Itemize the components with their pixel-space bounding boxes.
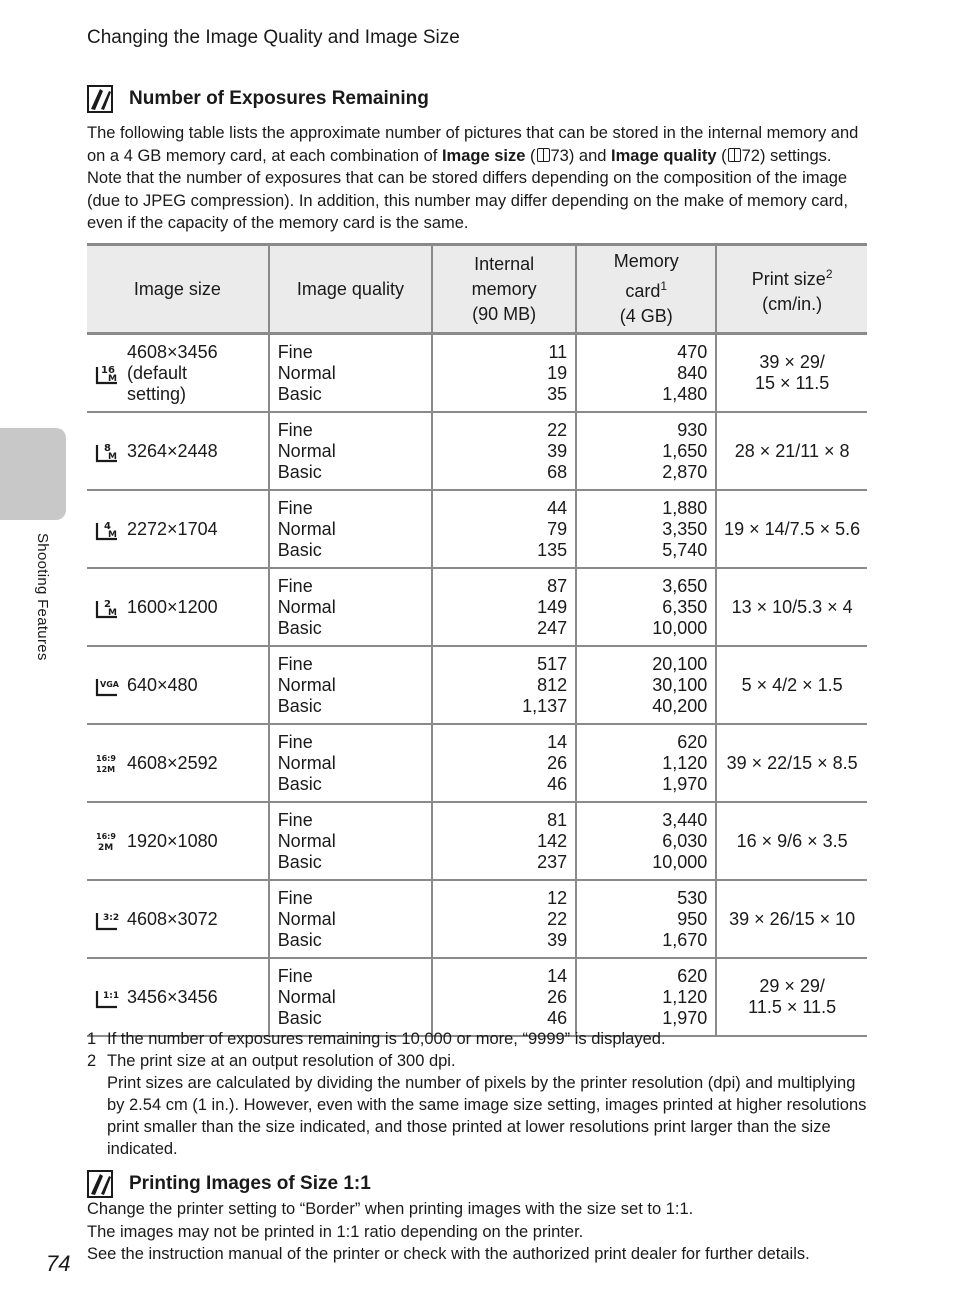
image-quality-cell: Fine Normal Basic	[269, 958, 432, 1036]
table-row	[87, 880, 867, 958]
image-size-label: 4608×2592	[127, 752, 218, 773]
image-quality-cell: Fine Normal Basic	[269, 724, 432, 802]
image-quality-cell: Fine Normal Basic	[269, 412, 432, 490]
image-size-label: 1600×1200	[127, 596, 218, 617]
image-quality-term: Image quality	[611, 146, 717, 165]
image-size-cell	[87, 490, 269, 568]
image-size-32-icon	[95, 907, 119, 931]
exposures-table	[87, 243, 867, 1037]
svg-text:12M: 12M	[96, 765, 116, 774]
image-size-169-12m-icon	[95, 751, 119, 775]
footnote-1: 1 If the number of exposures remaining is 10,000 or more, “9999” is displayed.	[87, 1030, 666, 1048]
image-quality-cell: Fine Normal Basic	[269, 490, 432, 568]
image-quality-cell: Fine Normal Basic	[269, 646, 432, 724]
image-size-label: 4608×3456 (default setting)	[127, 341, 218, 404]
internal-memory-cell: 14 26 46	[432, 958, 576, 1036]
image-size-2m-icon	[95, 595, 119, 619]
image-size-cell	[87, 958, 269, 1036]
svg-text:8: 8	[104, 443, 111, 454]
header-image-size: Image size	[87, 245, 269, 334]
table-row	[87, 412, 867, 490]
image-size-label: 3456×3456	[127, 986, 218, 1007]
pencil-note-icon	[87, 1170, 113, 1198]
section-label: Shooting Features	[34, 533, 51, 661]
svg-text:16:9: 16:9	[96, 754, 116, 763]
image-size-vga-icon	[95, 673, 119, 697]
image-size-cell	[87, 334, 269, 413]
print-size-cell: 19 × 14/7.5 × 5.6	[716, 490, 867, 568]
table-header-row	[87, 245, 867, 334]
image-size-16m-icon	[95, 361, 119, 385]
image-quality-cell: Fine Normal Basic	[269, 880, 432, 958]
page-header: Changing the Image Quality and Image Size	[87, 27, 460, 48]
print-size-cell: 16 × 9/6 × 3.5	[716, 802, 867, 880]
image-size-label: 4608×3072	[127, 908, 218, 929]
image-size-cell	[87, 724, 269, 802]
memory-card-cell: 3,650 6,350 10,000	[576, 568, 716, 646]
page-ref-icon	[728, 148, 741, 162]
header-image-quality: Image quality	[269, 245, 432, 334]
footnotes	[87, 1028, 877, 1160]
print-size-cell: 5 × 4/2 × 1.5	[716, 646, 867, 724]
internal-memory-cell: 14 26 46	[432, 724, 576, 802]
image-size-label: 2272×1704	[127, 518, 218, 539]
print-size-cell: 39 × 22/15 × 8.5	[716, 724, 867, 802]
svg-text:2M: 2M	[98, 843, 114, 853]
internal-memory-cell: 22 39 68	[432, 412, 576, 490]
print-size-cell: 29 × 29/ 11.5 × 11.5	[716, 958, 867, 1036]
print-size-cell: 39 × 26/15 × 10	[716, 880, 867, 958]
internal-memory-cell: 12 22 39	[432, 880, 576, 958]
image-size-11-icon	[95, 985, 119, 1009]
page-ref-icon	[537, 148, 550, 162]
svg-text:M: M	[108, 608, 117, 618]
table-row	[87, 490, 867, 568]
internal-memory-cell: 11 19 35	[432, 334, 576, 413]
note-heading	[87, 85, 429, 113]
internal-memory-cell: 81 142 237	[432, 802, 576, 880]
svg-text:M: M	[108, 452, 117, 462]
note-title: Number of Exposures Remaining	[129, 88, 429, 109]
memory-card-cell: 530 950 1,670	[576, 880, 716, 958]
image-size-label: 1920×1080	[127, 830, 218, 851]
image-size-cell	[87, 646, 269, 724]
printing-note-text: Change the printer setting to “Border” when printing images with the size set to 1:1. The images may not be printed in 1:1 ratio depending on the printer. See the instruction manual of the printer or check with the authorized print dealer for further details.	[87, 1200, 810, 1264]
memory-card-cell: 930 1,650 2,870	[576, 412, 716, 490]
page-number: 74	[46, 1251, 71, 1276]
pencil-note-icon	[87, 85, 113, 113]
internal-memory-cell: 87 149 247	[432, 568, 576, 646]
memory-card-cell: 3,440 6,030 10,000	[576, 802, 716, 880]
table-row	[87, 334, 867, 413]
svg-text:16: 16	[101, 365, 115, 376]
internal-memory-cell: 44 79 135	[432, 490, 576, 568]
svg-text:3:2: 3:2	[103, 913, 119, 923]
print-size-cell: 13 × 10/5.3 × 4	[716, 568, 867, 646]
footnote-2: 2 The print size at an output resolution of 300 dpi.	[87, 1052, 456, 1070]
image-size-cell	[87, 568, 269, 646]
image-size-cell	[87, 802, 269, 880]
image-quality-cell: Fine Normal Basic	[269, 802, 432, 880]
table-row	[87, 568, 867, 646]
image-size-cell	[87, 412, 269, 490]
image-size-label: 640×480	[127, 674, 198, 695]
header-internal-memory: Internal memory (90 MB)	[432, 245, 576, 334]
svg-text:VGA: VGA	[100, 680, 119, 689]
print-size-cell: 28 × 21/11 × 8	[716, 412, 867, 490]
section-tab	[0, 428, 66, 520]
svg-text:4: 4	[104, 521, 111, 532]
memory-card-cell: 470 840 1,480	[576, 334, 716, 413]
note-heading-printing	[87, 1170, 371, 1198]
memory-card-cell: 620 1,120 1,970	[576, 958, 716, 1036]
svg-text:1:1: 1:1	[103, 991, 119, 1001]
intro-paragraph: The following table lists the approximate number of pictures that can be stored in the internal memory and on a 4 GB memory card, at each combination of Image size ( 73) and Image quality ( 72) settings. Note that the number of exposures that can be stored differs depending on the composition of the image (due to JPEG compression). In addition, this number may differ depending on the make of memory card, even if the capacity of the memory card is the same.	[87, 124, 859, 233]
image-size-term: Image size	[441, 146, 526, 165]
table-row	[87, 724, 867, 802]
internal-memory-cell: 517 812 1,137	[432, 646, 576, 724]
image-quality-cell: Fine Normal Basic	[269, 568, 432, 646]
image-quality-cell: Fine Normal Basic	[269, 334, 432, 413]
image-size-8m-icon	[95, 439, 119, 463]
svg-text:M: M	[108, 374, 117, 384]
table-row	[87, 802, 867, 880]
table-row	[87, 958, 867, 1036]
image-size-cell	[87, 880, 269, 958]
footnote-2-body: Print sizes are calculated by dividing the number of pixels by the printer resolution (dpi) and multiplying by 2.54 cm (1 in.). However, even with the same image size setting, images printed at higher resolutions print smaller than the size indicated, and those printed at lower resolutions print larger than the size indicated.	[107, 1074, 867, 1158]
header-print-size: Print size$^2$ (cm/in.)	[716, 245, 867, 334]
svg-text:16:9: 16:9	[96, 832, 116, 841]
print-size-cell: 39 × 29/ 15 × 11.5	[716, 334, 867, 413]
image-size-label: 3264×2448	[127, 440, 218, 461]
memory-card-cell: 20,100 30,100 40,200	[576, 646, 716, 724]
header-memory-card: Memory card$^1$ (4 GB)	[576, 245, 716, 334]
svg-text:2: 2	[104, 599, 111, 610]
image-size-4m-icon	[95, 517, 119, 541]
note-title: Printing Images of Size 1:1	[129, 1173, 371, 1194]
svg-text:M: M	[108, 530, 117, 540]
memory-card-cell: 620 1,120 1,970	[576, 724, 716, 802]
table-row	[87, 646, 867, 724]
image-size-169-2m-icon	[95, 829, 119, 853]
memory-card-cell: 1,880 3,350 5,740	[576, 490, 716, 568]
